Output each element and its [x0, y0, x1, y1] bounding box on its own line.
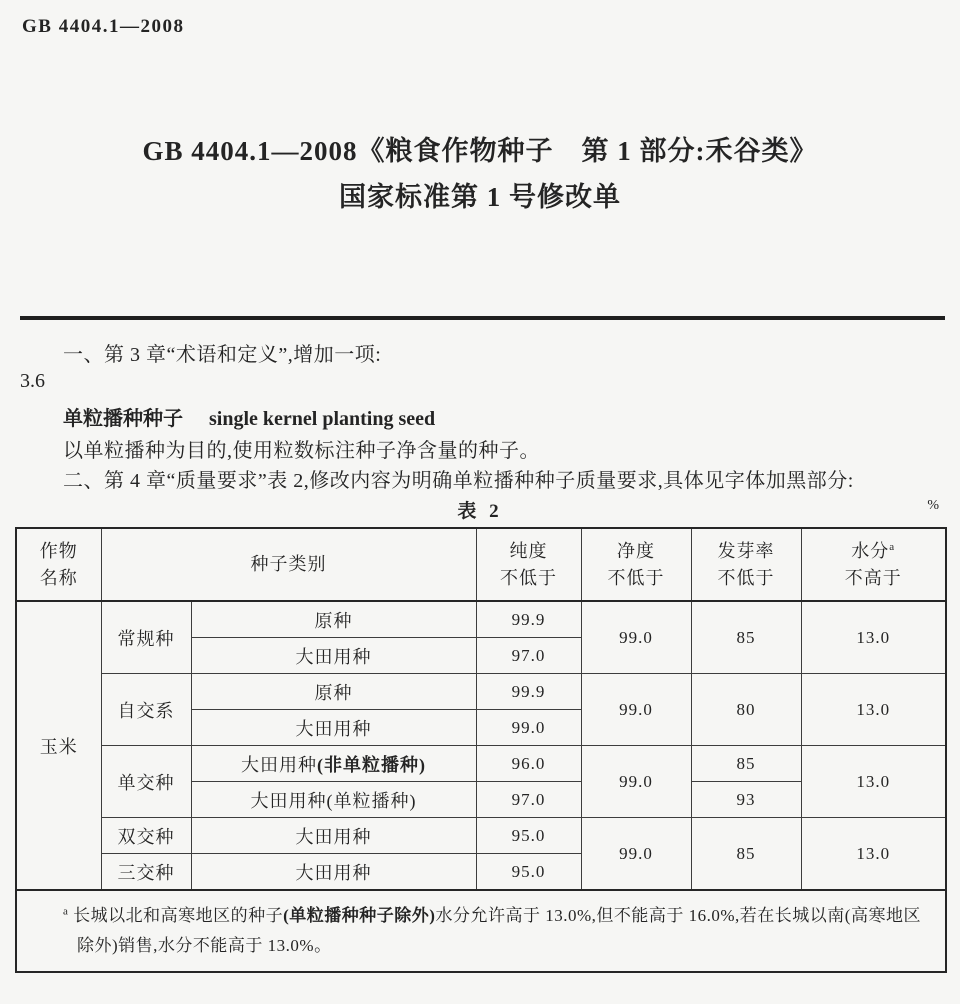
cell-cleanliness: 99.0 [581, 818, 691, 891]
clause-number: 3.6 [20, 370, 45, 392]
cell-group: 常规种 [101, 601, 191, 674]
cell-group: 双交种 [101, 818, 191, 854]
table-caption-row [15, 496, 945, 520]
cell-crop: 玉米 [16, 601, 101, 890]
cell-group: 自交系 [101, 674, 191, 746]
term-heading [63, 402, 435, 431]
cell-purity: 99.9 [476, 674, 581, 710]
cell-purity: 96.0 [476, 746, 581, 782]
table-row [16, 818, 946, 854]
cell-purity: 99.9 [476, 601, 581, 638]
cell-subtype: 大田用种 [191, 638, 476, 674]
bold-amendment-text: (单粒播种种子除外) [283, 906, 436, 925]
table-header-row [16, 528, 946, 601]
cell-subtype: 原种 [191, 601, 476, 638]
definition-text: 以单粒播种为目的,使用粒数标注种子净含量的种子。 [63, 440, 540, 462]
cell-group: 三交种 [101, 854, 191, 891]
horizontal-rule [20, 316, 945, 320]
cell-subtype: 原种 [191, 674, 476, 710]
cell-subtype: 大田用种 [191, 818, 476, 854]
term-chinese: 单粒播种种子 [63, 408, 183, 430]
table-row [16, 601, 946, 638]
header-seed-type: 种子类别 [101, 528, 476, 601]
cell-germination: 85 [691, 818, 801, 891]
cell-moisture: 13.0 [801, 818, 946, 891]
cell-germination: 80 [691, 674, 801, 746]
doc-code: GB 4404.1—2008 [22, 16, 185, 37]
table-row [16, 746, 946, 782]
cell-purity: 97.0 [476, 638, 581, 674]
header-crop-name: 作物 名称 [16, 528, 101, 601]
header-germination: 发芽率 不低于 [691, 528, 801, 601]
cell-moisture: 13.0 [801, 674, 946, 746]
table-footnote-row [16, 890, 946, 972]
table-row [16, 674, 946, 710]
bold-amendment-text: (非单粒播种) [317, 754, 426, 775]
cell-purity: 97.0 [476, 782, 581, 818]
cell-purity: 95.0 [476, 818, 581, 854]
paragraph-amendment-1: 一、第 3 章“术语和定义”,增加一项: [63, 344, 382, 366]
footnote-marker: a [63, 905, 69, 918]
title-line-2: 国家标准第 1 号修改单 [339, 182, 621, 212]
cell-subtype: 大田用种(非单粒播种) [191, 746, 476, 782]
cell-subtype: 大田用种 [191, 710, 476, 746]
header-moisture: 水分$^a$ 不高于 [801, 528, 946, 601]
cell-cleanliness: 99.0 [581, 674, 691, 746]
cell-moisture: 13.0 [801, 746, 946, 818]
paragraph-amendment-2: 二、第 4 章“质量要求”表 2,修改内容为明确单粒播种种子质量要求,具体见字体加黑部分: [63, 470, 854, 492]
cell-subtype: 大田用种(单粒播种) [191, 782, 476, 818]
cell-cleanliness: 99.0 [581, 746, 691, 818]
header-purity: 纯度 不低于 [476, 528, 581, 601]
quality-requirements-table [15, 527, 947, 973]
cell-cleanliness: 99.0 [581, 601, 691, 674]
cell-moisture: 13.0 [801, 601, 946, 674]
cell-germination: 93 [691, 782, 801, 818]
header-cleanliness: 净度 不低于 [581, 528, 691, 601]
cell-germination: 85 [691, 746, 801, 782]
cell-group: 单交种 [101, 746, 191, 818]
table-footnote: $^a$ 长城以北和高寒地区的种子(单粒播种种子除外)水分允许高于 13.0%,但不能高于 16.0%,若在长城以南(高寒地区除外)销售,水分不能高于 13.0%。 [16, 890, 946, 972]
cell-purity: 95.0 [476, 854, 581, 891]
document-title [0, 128, 960, 220]
cell-purity: 99.0 [476, 710, 581, 746]
table-caption: 表 2 [457, 501, 503, 522]
moisture-footnote-marker: a [889, 540, 896, 553]
term-english: single kernel planting seed [209, 408, 436, 430]
title-line-1: GB 4404.1—2008《粮食作物种子 第 1 部分:禾谷类》 [142, 136, 818, 166]
cell-germination: 85 [691, 601, 801, 674]
cell-subtype: 大田用种 [191, 854, 476, 891]
table-unit: % [927, 498, 939, 513]
